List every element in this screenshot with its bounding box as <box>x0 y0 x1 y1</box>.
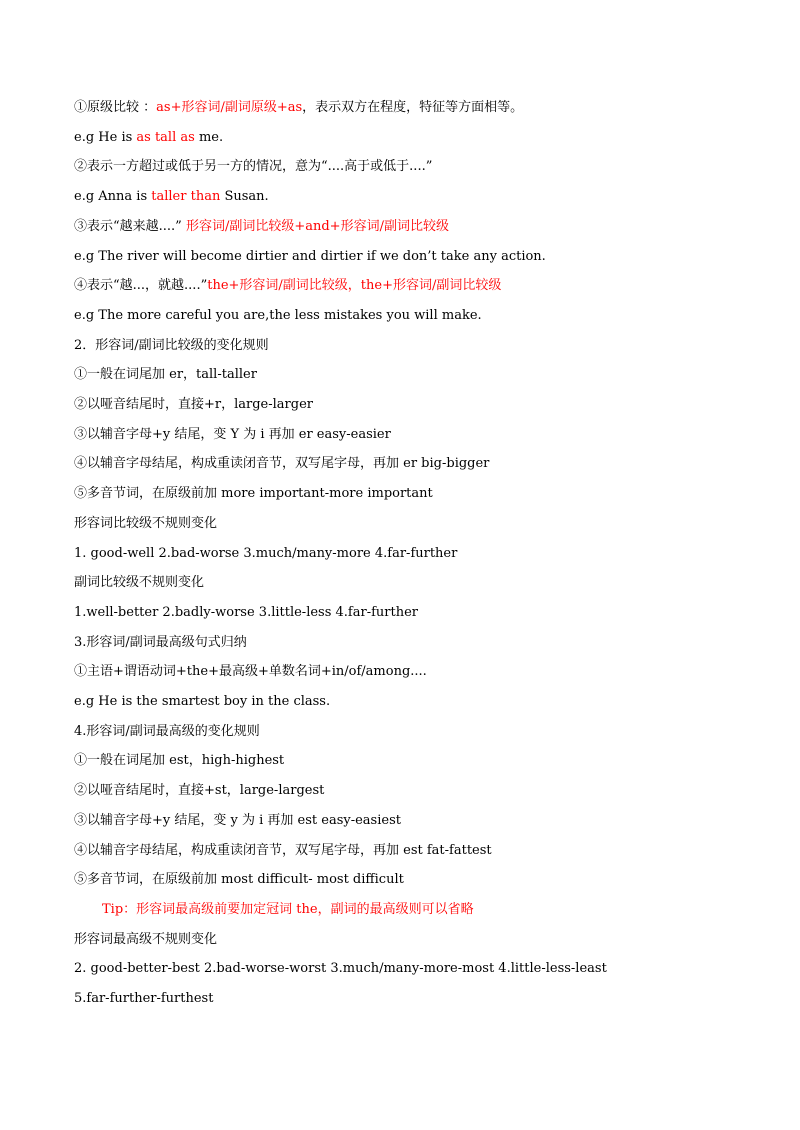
line-text: ⑤多音节词，在原级前加 most difficult- most difficult <box>74 872 404 887</box>
text-line <box>74 99 523 117</box>
line-text: ④以辅音字母结尾，构成重读闭音节，双写尾字母，再加 est fat-fattest <box>74 843 492 858</box>
text-line <box>74 752 284 770</box>
line-text: 1. good-well 2.bad-worse 3.much/many-more 4.far-further <box>74 546 458 561</box>
line-text: ④表示“越...，就越....” <box>74 278 208 293</box>
line-text: ①一般在词尾加 er，tall-taller <box>74 367 257 382</box>
text-line <box>74 545 457 563</box>
line-text: ，表示双方在程度，特征等方面相等。 <box>302 100 524 115</box>
line-text: Susan. <box>220 189 269 204</box>
text-line <box>74 426 391 444</box>
text-line <box>74 812 401 830</box>
line-text: ③表示“越来越....” <box>74 219 186 234</box>
line-text: ⑤多音节词，在原级前加 more important-more important <box>74 486 433 501</box>
tip-line <box>102 901 474 919</box>
line-text: 1.well-better 2.badly-worse 3.little-less 4.far-further <box>74 605 419 620</box>
text-line <box>74 455 489 473</box>
line-text: 3.形容词/副词最高级句式归纳 <box>74 635 247 650</box>
line-text: ①一般在词尾加 est，high-highest <box>74 753 285 768</box>
line-text: ②以哑音结尾时，直接+r，large-larger <box>74 397 313 412</box>
line-text: e.g The more careful you are,the less mistakes you will make. <box>74 308 482 323</box>
text-line <box>74 723 260 741</box>
line-text: e.g He is the smartest boy in the class. <box>74 694 331 709</box>
line-text: ②以哑音结尾时，直接+st，large-largest <box>74 783 325 798</box>
line-text: e.g He is <box>74 130 137 145</box>
text-line <box>74 693 330 711</box>
text-line <box>74 129 223 147</box>
line-text: e.g Anna is <box>74 189 152 204</box>
line-text: 4.形容词/副词最高级的变化规则 <box>74 724 260 739</box>
line-text: e.g The river will become dirtier and dirtier if we don’t take any action. <box>74 249 546 264</box>
text-line <box>74 485 433 503</box>
highlight-text: Tip：形容词最高级前要加定冠词 the，副词的最高级则可以省略 <box>102 902 474 917</box>
line-text: ①原级比较 ： <box>74 100 157 115</box>
text-line <box>74 366 257 384</box>
text-line <box>74 307 482 325</box>
text-line <box>74 158 432 176</box>
text-line <box>74 396 313 414</box>
line-text: 形容词最高级不规则变化 <box>74 932 218 947</box>
line-text: me. <box>194 130 224 145</box>
text-line <box>74 188 269 206</box>
text-line <box>74 990 213 1008</box>
text-line <box>74 634 247 652</box>
text-line <box>74 218 449 236</box>
line-text: 2. good-better-best 2.bad-worse-worst 3.much/many-more-most 4.little-less-least <box>74 961 607 976</box>
line-text: 5.far-further-furthest <box>74 991 214 1006</box>
text-line <box>74 960 607 978</box>
text-line <box>74 337 269 355</box>
text-line <box>74 574 204 592</box>
text-line <box>74 842 492 860</box>
line-text: ①主语+谓语动词+the+最高级+单数名词+in/of/among.... <box>74 664 427 679</box>
highlight-text: as tall as <box>136 130 195 145</box>
text-line <box>74 248 546 266</box>
highlight-text: 形容词/副词比较级+and+形容词/副词比较级 <box>185 219 449 234</box>
text-line <box>74 782 324 800</box>
line-text: 形容词比较级不规则变化 <box>74 516 218 531</box>
text-line <box>74 515 217 533</box>
line-text: 副词比较级不规则变化 <box>74 575 205 590</box>
highlight-text: taller than <box>151 189 221 204</box>
line-text: ③以辅音字母+y 结尾，变 y 为 i 再加 est easy-easiest <box>74 813 401 828</box>
line-text: ②表示一方超过或低于另一方的情况，意为“....高于或低于....” <box>74 159 433 174</box>
highlight-text: as+形容词/副词原级+as <box>156 100 303 115</box>
highlight-text: the+形容词/副词比较级，the+形容词/副词比较级 <box>207 278 502 293</box>
text-line <box>74 663 427 681</box>
line-text: ③以辅音字母+y 结尾，变 Y 为 i 再加 er easy-easier <box>74 427 391 442</box>
line-text: 2．形容词/副词比较级的变化规则 <box>74 338 269 353</box>
text-line <box>74 871 404 889</box>
text-line <box>74 931 217 949</box>
text-line <box>74 277 501 295</box>
text-line <box>74 604 418 622</box>
line-text: ④以辅音字母结尾，构成重读闭音节，双写尾字母，再加 er big-bigger <box>74 456 490 471</box>
